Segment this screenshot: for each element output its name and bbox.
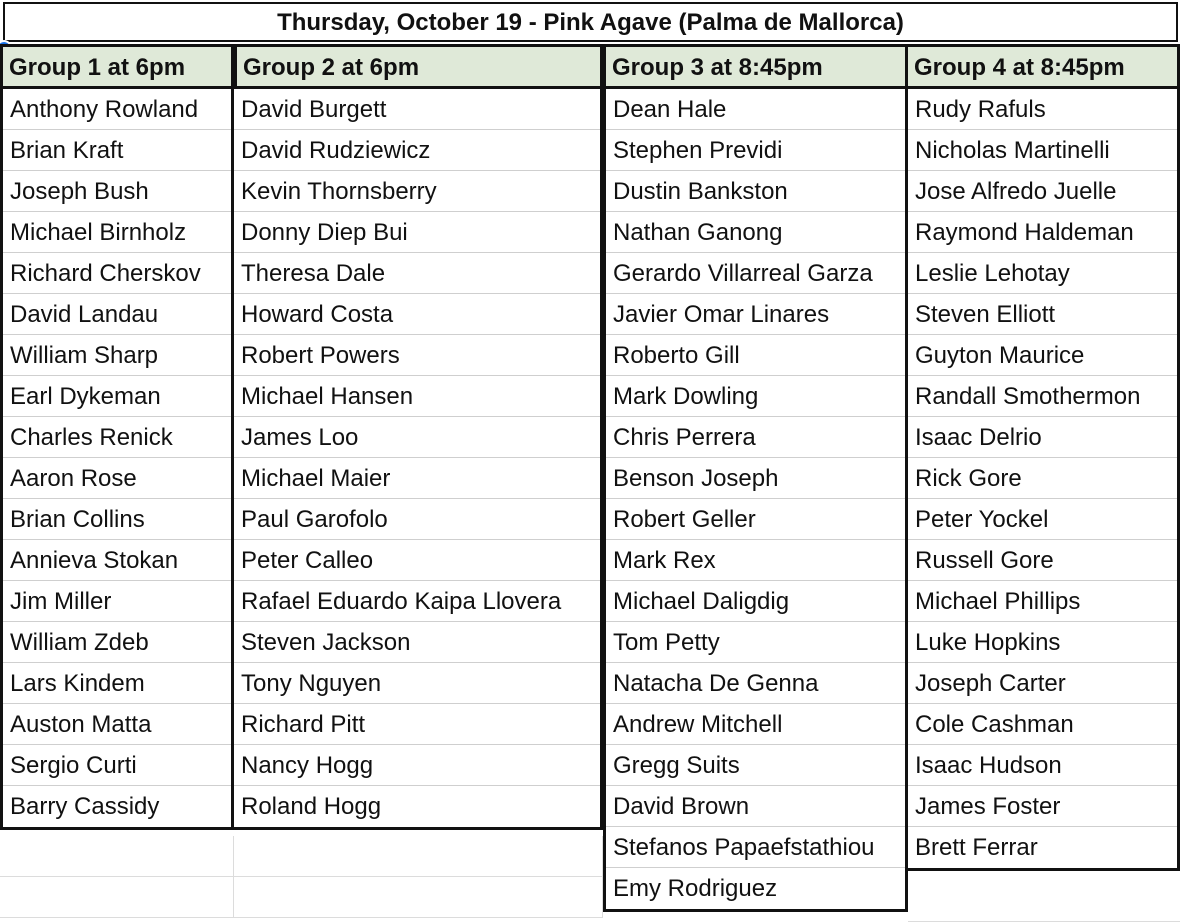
sheet-title[interactable]: Thursday, October 19 - Pink Agave (Palma de Mallorca) [3,2,1178,42]
name-cell[interactable]: Rudy Rafuls [908,89,1177,130]
name-cell[interactable]: Tony Nguyen [234,663,600,704]
name-cell[interactable]: Joseph Bush [3,171,231,212]
name-cell[interactable]: Andrew Mitchell [606,704,905,745]
name-cell[interactable]: Charles Renick [3,417,231,458]
empty-cell[interactable] [908,881,1180,922]
name-cell[interactable]: Luke Hopkins [908,622,1177,663]
name-cell[interactable]: Steven Jackson [234,622,600,663]
group-3-list [603,89,908,912]
group-3-header[interactable]: Group 3 at 8:45pm [603,44,908,89]
name-cell[interactable]: David Burgett [234,89,600,130]
name-cell[interactable]: Theresa Dale [234,253,600,294]
name-cell[interactable]: Peter Calleo [234,540,600,581]
empty-cell[interactable] [234,836,603,877]
name-cell[interactable]: Steven Elliott [908,294,1177,335]
name-cell[interactable]: Chris Perrera [606,417,905,458]
name-cell[interactable]: David Rudziewicz [234,130,600,171]
name-cell[interactable]: Nicholas Martinelli [908,130,1177,171]
name-cell[interactable]: Roberto Gill [606,335,905,376]
name-cell[interactable]: Peter Yockel [908,499,1177,540]
group-4-list [908,89,1180,871]
group-4-header[interactable]: Group 4 at 8:45pm [908,44,1180,89]
name-cell[interactable]: Richard Cherskov [3,253,231,294]
name-cell[interactable]: Joseph Carter [908,663,1177,704]
name-cell[interactable]: Rafael Eduardo Kaipa Llovera [234,581,600,622]
name-cell[interactable]: Leslie Lehotay [908,253,1177,294]
name-cell[interactable]: Donny Diep Bui [234,212,600,253]
name-cell[interactable]: Michael Birnholz [3,212,231,253]
name-cell[interactable]: James Foster [908,786,1177,827]
group-4-column [908,44,1180,871]
name-cell[interactable]: Jose Alfredo Juelle [908,171,1177,212]
name-cell[interactable]: Auston Matta [3,704,231,745]
name-cell[interactable]: Aaron Rose [3,458,231,499]
name-cell[interactable]: Nathan Ganong [606,212,905,253]
group-2-list [234,89,603,830]
group-1-list [0,89,234,830]
name-cell[interactable]: Anthony Rowland [3,89,231,130]
name-cell[interactable]: Stephen Previdi [606,130,905,171]
name-cell[interactable]: Jim Miller [3,581,231,622]
group-3-column [603,44,908,912]
name-cell[interactable]: Dustin Bankston [606,171,905,212]
name-cell[interactable]: Isaac Hudson [908,745,1177,786]
name-cell[interactable]: Natacha De Genna [606,663,905,704]
name-cell[interactable]: Sergio Curti [3,745,231,786]
name-cell[interactable]: David Brown [606,786,905,827]
name-cell[interactable]: Brian Collins [3,499,231,540]
name-cell[interactable]: Annieva Stokan [3,540,231,581]
name-cell[interactable]: Brian Kraft [3,130,231,171]
name-cell[interactable]: Stefanos Papaefstathiou [606,827,905,868]
name-cell[interactable]: William Zdeb [3,622,231,663]
name-cell[interactable]: Barry Cassidy [10,793,160,820]
empty-cell[interactable] [234,877,603,918]
name-cell[interactable]: Mark Dowling [606,376,905,417]
name-cell[interactable]: Robert Powers [234,335,600,376]
empty-cell[interactable] [0,836,234,877]
name-cell[interactable]: Russell Gore [908,540,1177,581]
group-1-column [0,44,234,830]
name-cell[interactable]: Isaac Delrio [908,417,1177,458]
name-cell[interactable]: Michael Maier [234,458,600,499]
name-cell[interactable]: Emy Rodriguez [613,875,778,902]
name-cell[interactable]: Michael Phillips [908,581,1177,622]
name-cell[interactable]: Paul Garofolo [234,499,600,540]
name-cell[interactable]: Cole Cashman [908,704,1177,745]
name-cell[interactable]: Gregg Suits [606,745,905,786]
name-cell[interactable]: Nancy Hogg [234,745,600,786]
name-cell[interactable]: Earl Dykeman [3,376,231,417]
name-cell[interactable]: Brett Ferrar [915,834,1038,861]
name-cell[interactable]: Robert Geller [606,499,905,540]
name-cell[interactable]: William Sharp [3,335,231,376]
name-cell[interactable]: Kevin Thornsberry [234,171,600,212]
name-cell[interactable]: Benson Joseph [606,458,905,499]
name-cell[interactable]: Michael Hansen [234,376,600,417]
name-cell[interactable]: Rick Gore [908,458,1177,499]
empty-cell[interactable] [0,877,234,918]
name-cell[interactable]: Randall Smothermon [908,376,1177,417]
name-cell[interactable]: Richard Pitt [234,704,600,745]
name-cell[interactable]: Tom Petty [606,622,905,663]
name-cell[interactable]: Michael Daligdig [606,581,905,622]
name-cell[interactable]: Howard Costa [234,294,600,335]
name-cell[interactable]: James Loo [234,417,600,458]
group-2-header[interactable]: Group 2 at 6pm [234,44,603,89]
name-cell[interactable]: Mark Rex [606,540,905,581]
name-cell[interactable]: David Landau [3,294,231,335]
name-cell[interactable]: Lars Kindem [3,663,231,704]
name-cell[interactable]: Javier Omar Linares [606,294,905,335]
group-2-column [234,44,603,830]
name-cell[interactable]: Guyton Maurice [908,335,1177,376]
name-cell[interactable]: Gerardo Villarreal Garza [606,253,905,294]
group-1-header[interactable]: Group 1 at 6pm [0,44,234,89]
name-cell[interactable]: Roland Hogg [241,793,382,820]
name-cell[interactable]: Dean Hale [606,89,905,130]
name-cell[interactable]: Raymond Haldeman [908,212,1177,253]
